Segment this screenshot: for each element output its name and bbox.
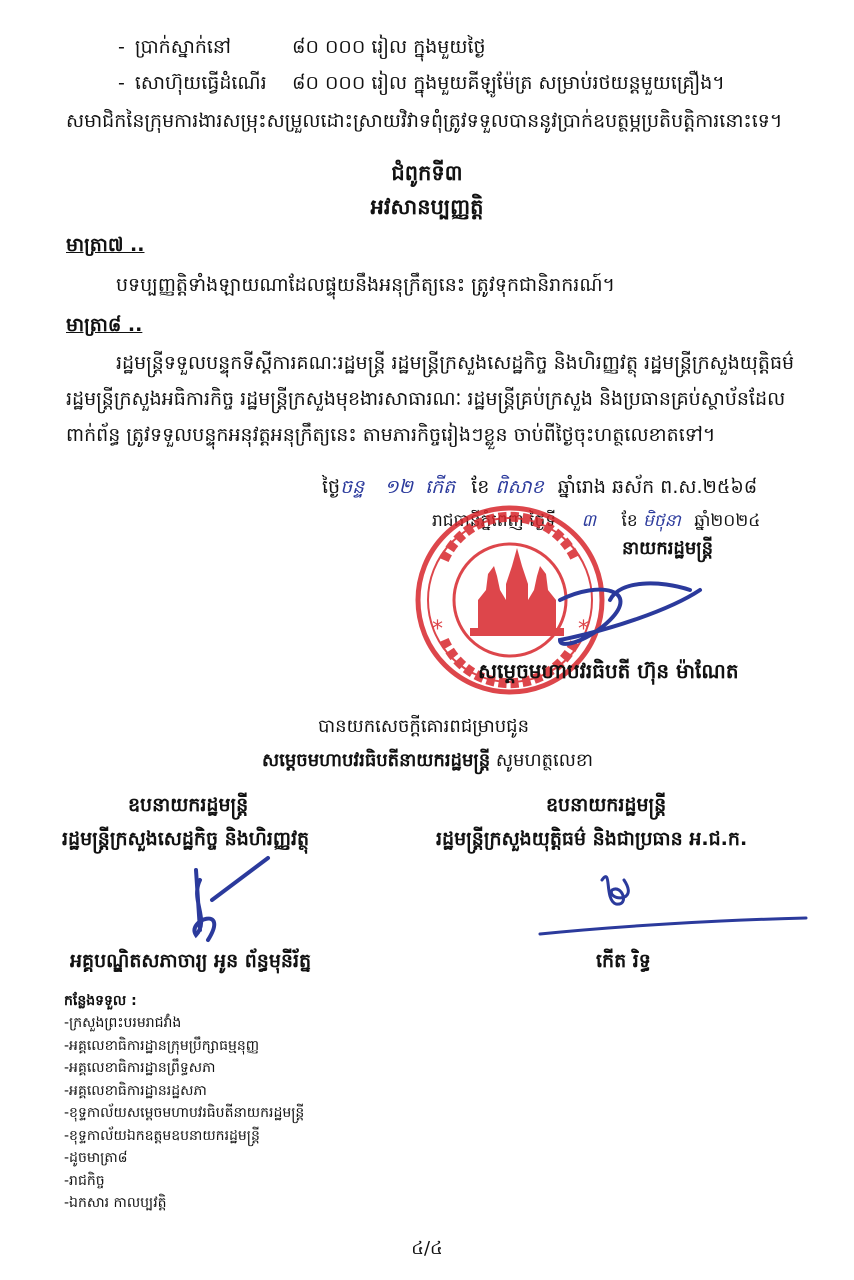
chapter-number: ជំពូកទី៣ [391, 161, 463, 185]
distribution-item: -អគ្គលេខាធិការដ្ឋានរដ្ឋសភា [64, 1082, 207, 1099]
right-signatory-name: កើត រិទ្ធ [596, 950, 651, 972]
right-signatory-title: ឧបនាយករដ្ឋមន្ត្រី [546, 794, 667, 816]
year-text: ឆ្នាំរោង ឆស័ក ព.ស.២៥៦៨ [557, 476, 758, 498]
left-signatory-office: រដ្ឋមន្ត្រីក្រសួងសេដ្ឋកិច្ច និងហិរញ្ញវត្ថុ [62, 828, 310, 850]
article8-line: រដ្ឋមន្ត្រីទទួលបន្ទុកទីស្តីការគណៈរដ្ឋមន្ត្រី រដ្ឋមន្ត្រីក្រសួងសេដ្ឋកិច្ច និងហិរញ្ញវត្ថុ រដ្ឋមន្ត្រីក្រសួងយុត្តិធម៌ [116, 352, 795, 374]
allowance-label: ប្រាក់ស្នាក់នៅ [134, 36, 232, 58]
distribution-item: -ឯកសារ កាលប្បវត្តិ [64, 1195, 167, 1211]
submission-bold: សម្តេចមហាបវរធិបតីនាយករដ្ឋមន្ត្រី [262, 750, 491, 771]
distribution-item: -ខុទ្ទកាល័យសម្តេចមហាបវរធិបតីនាយករដ្ឋមន្ត្រី [64, 1105, 305, 1121]
distribution-item: -អគ្គលេខាធិការដ្ឋានក្រុមប្រឹក្សាធម្មនុញ្ញ [64, 1037, 260, 1054]
year-text: ឆ្នាំ២០២៤ [694, 511, 761, 531]
travel-label: សោហ៊ុយធ្វើដំណើរ [134, 72, 267, 94]
distribution-item: -ដូចមាត្រា៨ [64, 1150, 128, 1166]
distribution-item: -រាជកិច្ច [64, 1172, 105, 1189]
distribution-heading: កន្លែងទទួល : [64, 993, 137, 1009]
distribution-list [64, 1012, 304, 1215]
left-signatory-title: ឧបនាយករដ្ឋមន្ត្រី [128, 794, 249, 816]
bullet: - [118, 72, 125, 94]
travel-amount: ៨០ ០០០ រៀល ក្នុងមួយគីឡូម៉ែត្រ សម្រាប់រថយន្តមួយគ្រឿង។ [292, 72, 725, 94]
svg-text:*: * [578, 617, 589, 642]
handwritten-month: មិថុនា [643, 511, 681, 531]
handwritten-phase: កើត [425, 476, 456, 498]
date-prefix: រាជធានីភ្នំពេញ ថ្ងៃទី [432, 511, 557, 531]
handwritten-day-name: ចន្ទ [340, 476, 365, 498]
right-signatory-office: រដ្ឋមន្ត្រីក្រសួងយុត្តិធម៌ និងជាប្រធាន អ.ជ.ក. [436, 828, 748, 850]
article7-heading: មាត្រា៧ .. [66, 234, 145, 256]
distribution-item: -ក្រសួងព្រះបរមរាជវាំង [64, 1015, 182, 1031]
pm-name: សម្តេចមហាបវរធិបតី ហ៊ុន ម៉ាណែត [478, 659, 739, 683]
article8-line: រដ្ឋមន្ត្រីក្រសួងអធិការកិច្ច រដ្ឋមន្ត្រីក្រសួងមុខងារសាធារណៈ រដ្ឋមន្ត្រីគ្រប់ក្រសួង និងប្រធានគ្រប់ស្ថាប័នដែល [66, 388, 786, 410]
pm-title: នាយករដ្ឋមន្ត្រី [622, 538, 714, 559]
allowance-amount: ៨០ ០០០ រៀល ក្នុងមួយថ្ងៃ [292, 36, 486, 58]
distribution-item: -ខុទ្ទកាល័យឯកឧត្តមឧបនាយករដ្ឋមន្ត្រី [64, 1127, 260, 1144]
handwritten-day: ៣ [581, 511, 597, 531]
left-signatory-name: អគ្គបណ្ឌិតសភាចារ្យ អូន ព័ន្ធមុនីរ័ត្ន [70, 950, 312, 972]
submission-line: បានយកសេចក្តីគោរពជម្រាបជូន [318, 716, 530, 737]
date-prefix: ថ្ងៃ [322, 476, 341, 498]
article8-line: ពាក់ព័ន្ធ ត្រូវទទួលបន្ទុកអនុវត្តអនុក្រឹត្យនេះ តាមភារកិច្ចរៀងៗខ្លួន ចាប់ពីថ្ងៃចុះហត្ថលេខាតទៅ។ [66, 424, 716, 446]
chapter-title: អវសានប្បញ្ញត្តិ [370, 195, 484, 219]
intro-paragraph: សមាជិកនៃក្រុមការងារសម្រុះសម្រួលដោះស្រាយវិវាទពុំត្រូវទទួលបាននូវប្រាក់ឧបត្ថម្ភប្រតិបត្តិការនោះទេ។ [66, 110, 783, 132]
submission-rest: សូមហត្ថលេខា [495, 750, 594, 771]
month-word: ខែ [621, 511, 638, 531]
page-number: ៤/៤ [411, 1238, 443, 1259]
month-word: ខែ [471, 476, 490, 498]
svg-text:*: * [432, 617, 443, 642]
bullet: - [118, 36, 125, 58]
distribution-item: -អគ្គលេខាធិការដ្ឋានព្រឹទ្ធសភា [64, 1060, 216, 1076]
handwritten-day: ១២ [384, 476, 414, 498]
article8-heading: មាត្រា៨ .. [66, 314, 143, 336]
handwritten-month: ពិសាខ [495, 476, 544, 498]
article7-text: បទប្បញ្ញត្តិទាំងឡាយណាដែលផ្ទុយនឹងអនុក្រឹត្យនេះ ត្រូវទុកជានិរាករណ៍។ [116, 274, 616, 296]
